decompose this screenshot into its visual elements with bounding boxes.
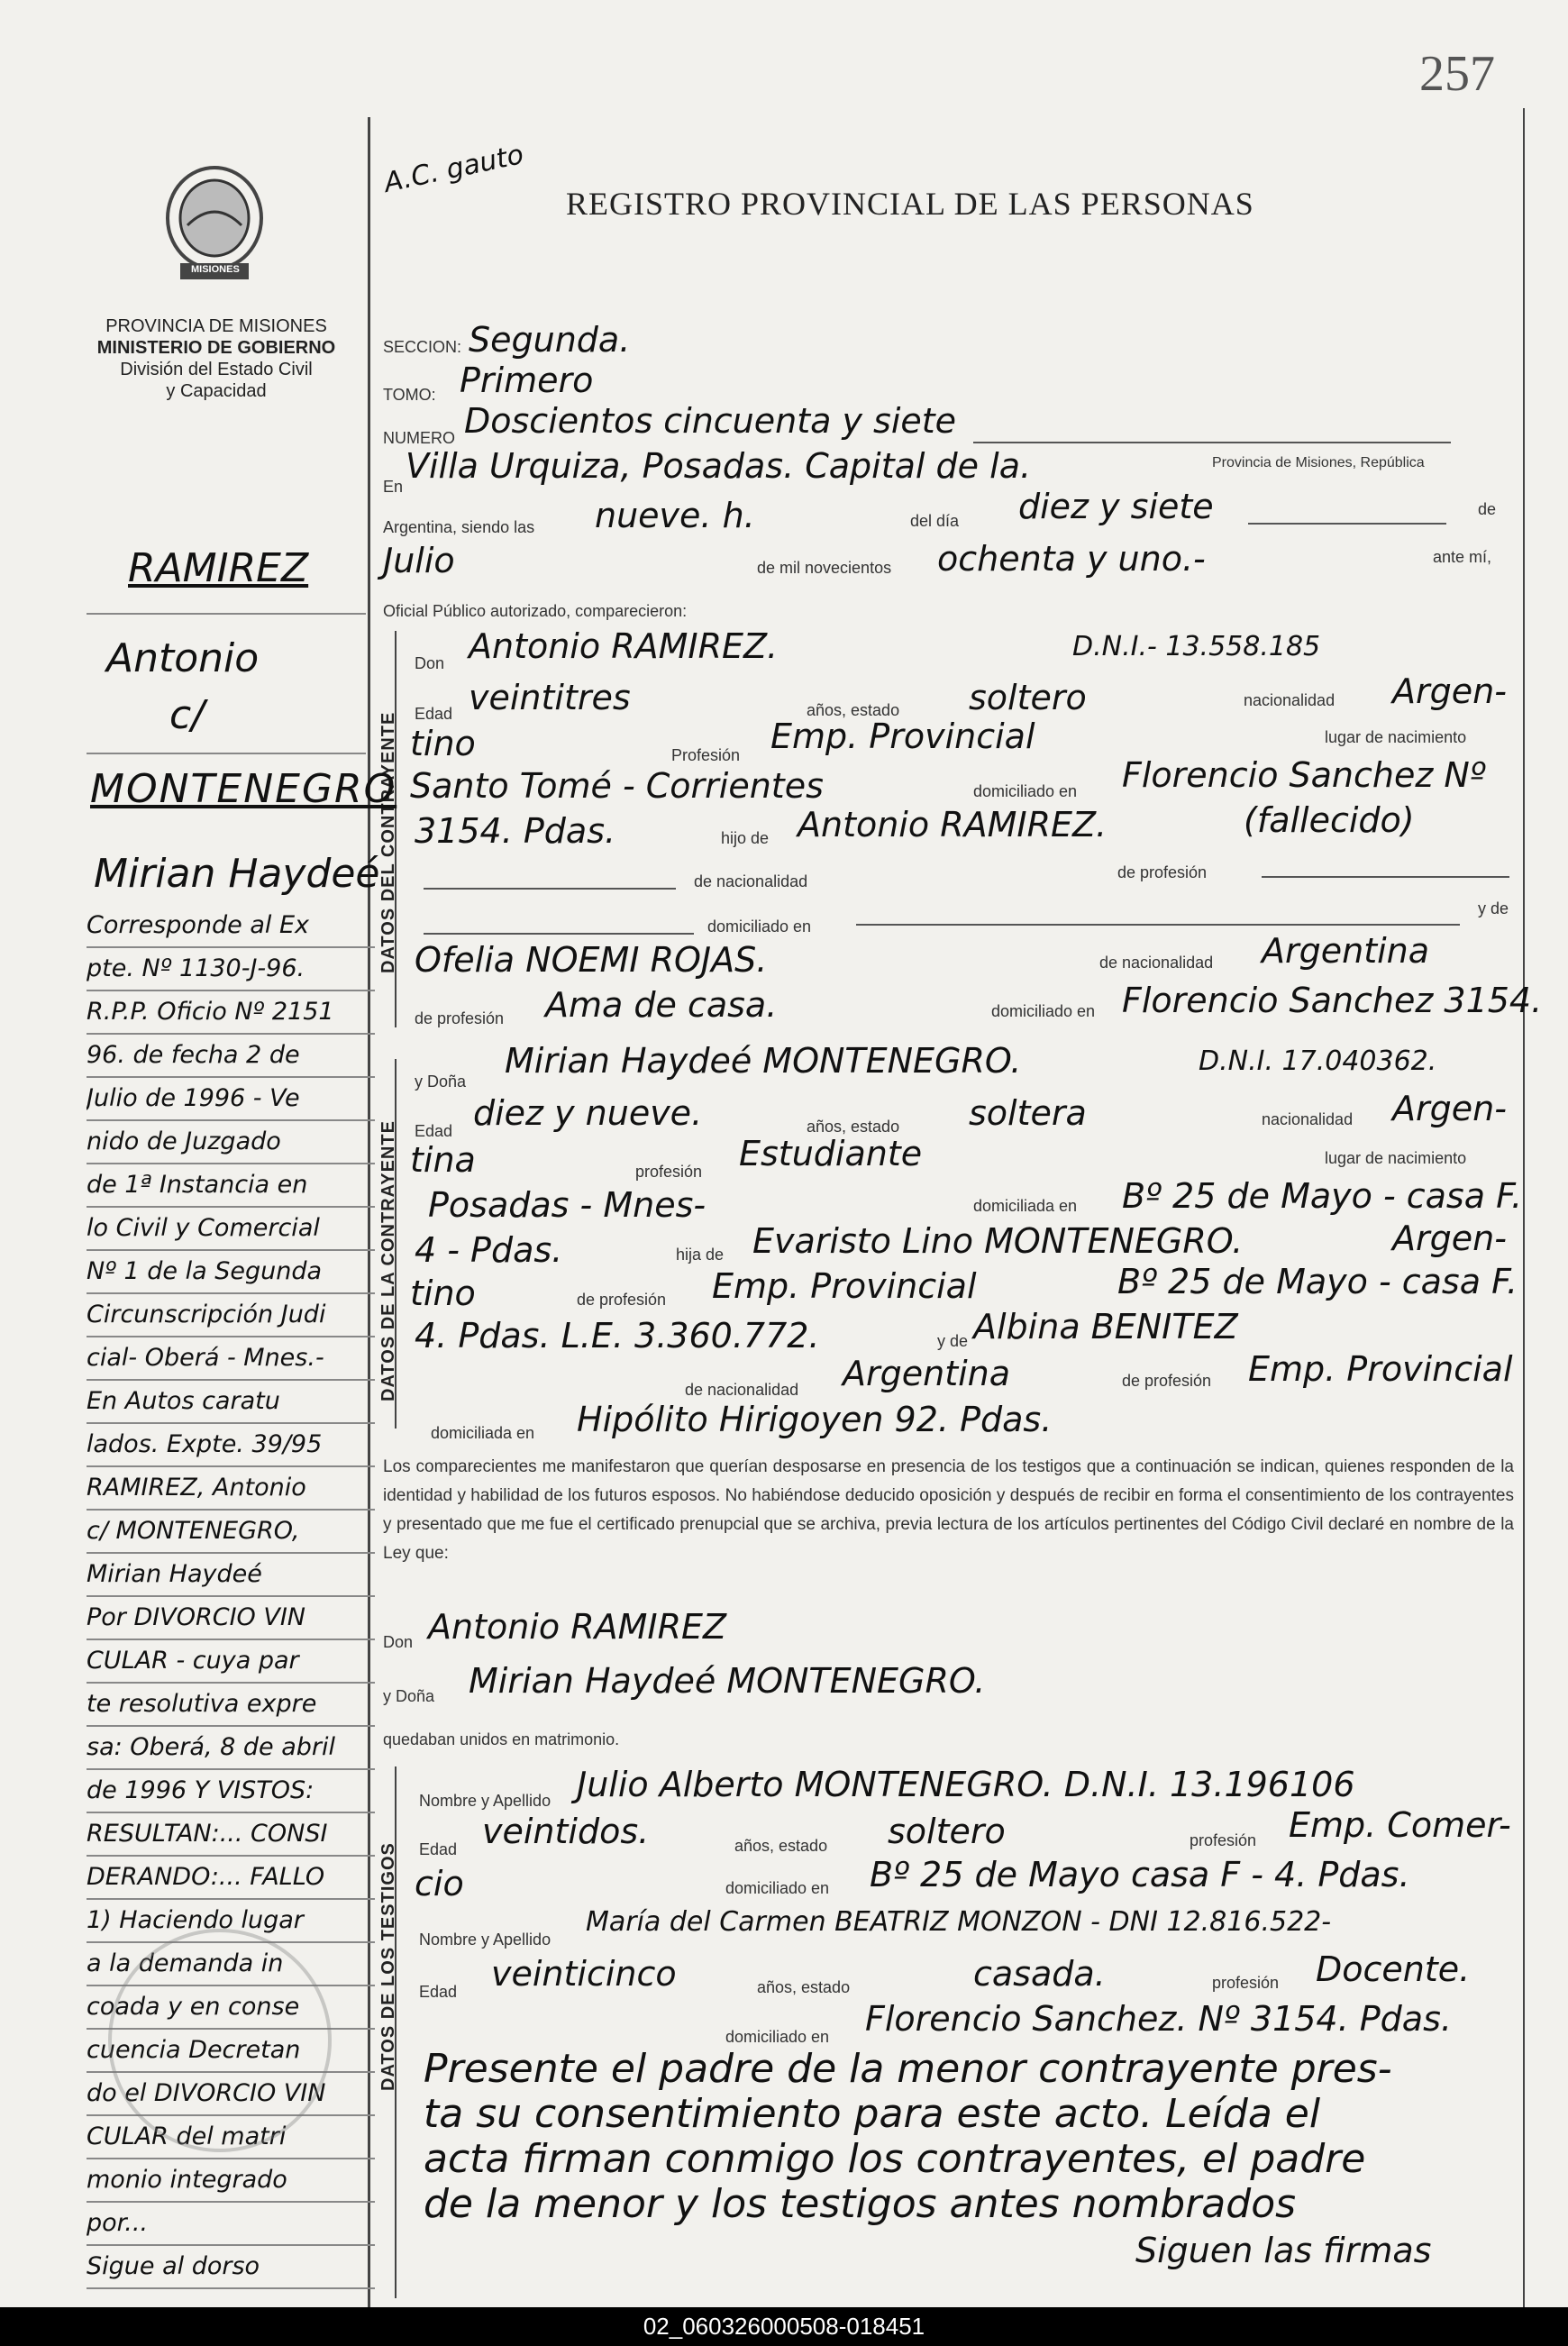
c1-madre-nac: Argentina — [1262, 931, 1430, 971]
label-de-profesion-4: de profesión — [1122, 1372, 1212, 1390]
label-anos-estado-2: años, estado — [807, 1118, 900, 1136]
note-line: de 1996 Y VISTOS: — [87, 1770, 375, 1813]
header-line3: División del Estado Civil — [120, 360, 313, 379]
label-argentina-siendo: Argentina, siendo las — [383, 518, 535, 536]
label-de-profesion-2: de profesión — [415, 1009, 505, 1027]
label-profesion-3: profesión — [1190, 1831, 1257, 1849]
c1-nombre: Antonio RAMIREZ. — [469, 626, 779, 666]
c1-edad: veintitres — [469, 678, 631, 717]
faded-stamp — [108, 1929, 332, 2152]
label-edad-2: Edad — [415, 1122, 453, 1140]
note-line: nido de Juzgado — [87, 1121, 375, 1164]
c1-madre-prof: Ama de casa. — [545, 985, 778, 1025]
margin-name2: Mirian Haydeé — [94, 851, 380, 897]
label-numero: NUMERO — [383, 429, 455, 447]
note-line: Nº 1 de la Segunda — [87, 1251, 375, 1294]
note-line: Sigue al dorso — [87, 2246, 375, 2289]
c2-nombre: Mirian Haydeé MONTENEGRO. — [505, 1041, 1022, 1081]
fill-line — [856, 924, 1460, 926]
label-hija-de: hija de — [676, 1246, 725, 1264]
value-numero: Doscientos cincuenta y siete — [464, 401, 957, 441]
label-de-profesion-3: de profesión — [577, 1291, 667, 1309]
value-lugar: Villa Urquiza, Posadas. Capital de la. — [406, 446, 1032, 486]
note-line: R.P.P. Oficio Nº 2151 — [87, 991, 375, 1035]
note-line: cuencia Decretan — [87, 2030, 375, 2073]
t2-nombre: María del Carmen BEATRIZ MONZON - DNI 12.816.522- — [586, 1906, 1332, 1938]
page-title: REGISTRO PROVINCIAL DE LAS PERSONAS — [566, 186, 1254, 222]
note-line: Por DIVORCIO VIN — [87, 1597, 375, 1640]
c1-nac: Argen- — [1392, 671, 1507, 711]
note-line: CULAR - cuya par — [87, 1640, 375, 1684]
c2-madre-prof: Emp. Provincial — [1248, 1349, 1513, 1389]
margin-conj: c/ — [169, 692, 205, 738]
note-line: c/ MONTENEGRO, — [87, 1511, 375, 1554]
c2-domic2: 4 - Pdas. — [415, 1230, 563, 1270]
c1-nac2: tino — [410, 724, 476, 763]
value-tomo: Primero — [460, 361, 594, 400]
t1-prof2: cio — [415, 1864, 464, 1903]
c2-padre-prof: Emp. Provincial — [712, 1266, 977, 1306]
label-anos-estado-4: años, estado — [757, 1978, 851, 1996]
c2-edad: diez y nueve. — [473, 1093, 703, 1133]
label-domiciliado-2: domiciliado en — [991, 1002, 1096, 1020]
label-de-nacionalidad-2: de nacionalidad — [1099, 954, 1214, 972]
label-de-nacionalidad: de nacionalidad — [694, 872, 808, 890]
label-quedaban: quedaban unidos en matrimonio. — [383, 1730, 620, 1748]
c2-madre: Albina BENITEZ — [973, 1307, 1238, 1346]
margin-name: Antonio — [106, 635, 260, 681]
document-id-footer: 02_060326000508-018451 — [0, 2307, 1568, 2346]
value-dia: diez y siete — [1018, 487, 1214, 526]
label-nombre-apellido-2: Nombre y Apellido — [419, 1931, 552, 1949]
note-line: lo Civil y Comercial — [87, 1208, 375, 1251]
margin-surname: RAMIREZ — [128, 545, 309, 591]
closing-line-1: Presente el padre de la menor contrayente pres- — [424, 2046, 1392, 2092]
c1-padre: Antonio RAMIREZ. — [798, 805, 1108, 844]
label-domiciliado: domiciliado en — [707, 917, 812, 936]
t2-estado: casada. — [973, 1954, 1106, 1994]
t2-prof: Docente. — [1316, 1949, 1471, 1989]
c2-padre-dom2: 4. Pdas. L.E. 3.360.772. — [415, 1316, 820, 1356]
c2-padre-nac: Argen- — [1392, 1219, 1507, 1258]
note-line: Circunscripción Judi — [87, 1294, 375, 1337]
label-contrayente: DATOS DEL CONTRAYENTE — [378, 711, 398, 973]
fill-line — [424, 888, 676, 890]
label-edad: Edad — [415, 705, 453, 723]
page-number: 257 — [1419, 46, 1495, 102]
label-la-contrayente: DATOS DE LA CONTRAYENTE — [378, 1120, 398, 1401]
coat-of-arms — [160, 162, 269, 288]
note-line: 1) Haciendo lugar — [87, 1900, 375, 1943]
label-y-de-2: y de — [937, 1332, 969, 1350]
label-nacionalidad-2: nacionalidad — [1262, 1110, 1354, 1128]
note-line: te resolutiva expre — [87, 1684, 375, 1727]
decl-dona: Mirian Haydeé MONTENEGRO. — [469, 1661, 986, 1701]
c1-domic: Florencio Sanchez Nº — [1122, 755, 1486, 795]
c2-madre-dom: Hipólito Hirigoyen 92. Pdas. — [577, 1400, 1053, 1439]
c2-padre: Evaristo Lino MONTENEGRO. — [752, 1221, 1244, 1261]
note-line: Julio de 1996 - Ve — [87, 1078, 375, 1121]
c1-lugar: Santo Tomé - Corrientes — [410, 766, 824, 806]
c1-domic2: 3154. Pdas. — [415, 811, 616, 851]
fill-line — [424, 933, 694, 935]
note-line: sa: Oberá, 8 de abril — [87, 1727, 375, 1770]
margin-rule — [87, 753, 366, 754]
label-y-dona: y Doña — [415, 1073, 467, 1091]
header-line2: MINISTERIO DE GOBIERNO — [96, 338, 336, 358]
label-domiciliado-3: domiciliado en — [725, 1879, 830, 1897]
fill-line — [1262, 876, 1509, 878]
label-anos-estado-3: años, estado — [734, 1837, 828, 1855]
label-seccion: SECCION: — [383, 338, 462, 356]
label-edad-3: Edad — [419, 1840, 458, 1858]
c2-padre-nac2: tino — [410, 1273, 476, 1313]
issuer-header — [81, 315, 351, 402]
note-line: coada y en conse — [87, 1986, 375, 2030]
note-line: Mirian Haydeé — [87, 1554, 375, 1597]
note-line: monio integrado — [87, 2159, 375, 2203]
label-provincia: Provincia de Misiones, República — [1212, 455, 1425, 470]
label-del-dia: del día — [910, 512, 960, 530]
label-de: de — [1478, 500, 1497, 518]
label-testigos: DATOS DE LOS TESTIGOS — [378, 1842, 398, 2091]
t1-edad: veintidos. — [482, 1812, 650, 1851]
c1-dni: D.N.I.- 13.558.185 — [1072, 631, 1321, 662]
label-y-de: y de — [1478, 899, 1509, 917]
c2-domic: Bº 25 de Mayo - casa F. — [1122, 1176, 1523, 1216]
label-nacionalidad: nacionalidad — [1244, 691, 1336, 709]
closing-line-3: acta firman conmigo los contrayentes, el padre — [424, 2136, 1366, 2182]
fill-line — [973, 442, 1451, 443]
note-line: do el DIVORCIO VIN — [87, 2073, 375, 2116]
label-profesion-4: profesión — [1212, 1974, 1280, 1992]
fill-line — [1248, 523, 1446, 525]
value-mes: Julio — [383, 541, 455, 580]
margin-rule — [87, 613, 366, 615]
t2-edad: veinticinco — [491, 1954, 677, 1994]
c1-estado: soltero — [969, 678, 1087, 717]
note-line: DERANDO:... FALLO — [87, 1857, 375, 1900]
label-edad-4: Edad — [419, 1983, 458, 2001]
label-domiciliada-en: domiciliada en — [973, 1197, 1078, 1215]
label-oficial: Oficial Público autorizado, comparecieron: — [383, 602, 688, 620]
c1-padre-obs: (fallecido) — [1244, 800, 1415, 840]
value-hora: nueve. h. — [595, 496, 755, 535]
label-domiciliado-4: domiciliado en — [725, 2028, 830, 2046]
c2-nac2: tina — [410, 1140, 476, 1180]
header-line4: y Capacidad — [166, 381, 267, 401]
seal-text: MISIONES — [191, 264, 240, 275]
label-de-nacionalidad-3: de nacionalidad — [685, 1381, 799, 1399]
note-line: pte. Nº 1130-J-96. — [87, 948, 375, 991]
c1-madre: Ofelia NOEMI ROJAS. — [415, 940, 768, 980]
header-line1: PROVINCIA DE MISIONES — [105, 316, 327, 336]
value-anio: ochenta y uno.- — [937, 539, 1206, 579]
label-domiciliada-en-2: domiciliada en — [431, 1424, 535, 1442]
note-line: CULAR del matri — [87, 2116, 375, 2159]
label-nombre-apellido: Nombre y Apellido — [419, 1792, 552, 1810]
label-hijo-de: hijo de — [721, 829, 770, 847]
c2-dni: D.N.I. 17.040362. — [1199, 1045, 1437, 1077]
value-seccion: Segunda. — [469, 320, 631, 360]
c2-madre-nac: Argentina — [843, 1354, 1011, 1393]
label-don: Don — [415, 654, 445, 672]
c1-prof: Emp. Provincial — [770, 717, 1035, 756]
label-don-2: Don — [383, 1633, 414, 1651]
c2-lugar: Posadas - Mnes- — [428, 1185, 707, 1225]
label-y-dona-2: y Doña — [383, 1687, 435, 1705]
decl-don: Antonio RAMIREZ — [428, 1607, 727, 1647]
c1-madre-dom: Florencio Sanchez 3154. — [1122, 981, 1543, 1020]
note-line: a la demanda in — [87, 1943, 375, 1986]
label-ante-mi: ante mí, — [1433, 548, 1492, 566]
label-profesion-2: profesión — [635, 1163, 703, 1181]
note-line: por... — [87, 2203, 375, 2246]
note-line: de 1ª Instancia en — [87, 1164, 375, 1208]
t2-domic: Florencio Sanchez. Nº 3154. Pdas. — [865, 1999, 1452, 2039]
t1-prof: Emp. Comer- — [1289, 1805, 1511, 1845]
note-line: cial- Oberá - Mnes.- — [87, 1337, 375, 1381]
top-annotation: A.C. gauto — [381, 139, 527, 199]
closing-line-2: ta su consentimiento para este acto. Leída el — [424, 2091, 1321, 2137]
c2-padre-dom: Bº 25 de Mayo - casa F. — [1117, 1262, 1518, 1301]
right-border — [1523, 108, 1525, 2307]
note-line: En Autos caratu — [87, 1381, 375, 1424]
declaration-paragraph: Los comparecientes me manifestaron que querían desposarse en presencia de los testigos que a continuación se indican, quienes responden de la identidad y habilidad de los futuros esposos. No habiéndose deducido oposición y después de recibir en forma el consentimiento de los contrayentes y presentado que me fue el certificado prenupcial que se archiva, previa lectura de los artículos pertinentes del Código Civil declaré en nombre de la Ley que: — [383, 1457, 1514, 1563]
label-de-profesion: de profesión — [1117, 863, 1208, 881]
c2-nac: Argen- — [1392, 1089, 1507, 1128]
label-domiciliado-en: domiciliado en — [973, 782, 1078, 800]
label-anos-estado: años, estado — [807, 701, 900, 719]
margin-surname2: MONTENEGRO — [90, 766, 397, 812]
closing-end: Siguen las firmas — [1135, 2231, 1432, 2270]
c2-prof: Estudiante — [739, 1134, 923, 1173]
label-profesion: Profesión — [671, 746, 741, 764]
closing-line-4: de la menor y los testigos antes nombrados — [424, 2181, 1297, 2227]
note-line: lados. Expte. 39/95 — [87, 1424, 375, 1467]
t1-estado: soltero — [888, 1812, 1006, 1851]
label-en: En — [383, 478, 404, 496]
note-line: RESULTAN:... CONSI — [87, 1813, 375, 1857]
t1-nombre: Julio Alberto MONTENEGRO. D.N.I. 13.196106 — [577, 1765, 1355, 1804]
label-lugar-nac-2: lugar de nacimiento — [1325, 1149, 1467, 1167]
note-line: 96. de fecha 2 de — [87, 1035, 375, 1078]
label-lugar-nac: lugar de nacimiento — [1325, 728, 1467, 746]
label-de-mil: de mil novecientos — [757, 559, 892, 577]
note-line: Corresponde al Ex — [87, 905, 375, 948]
t1-domic: Bº 25 de Mayo casa F - 4. Pdas. — [870, 1855, 1410, 1894]
c2-estado: soltera — [969, 1093, 1087, 1133]
label-tomo: TOMO: — [383, 386, 436, 404]
note-line: RAMIREZ, Antonio — [87, 1467, 375, 1511]
